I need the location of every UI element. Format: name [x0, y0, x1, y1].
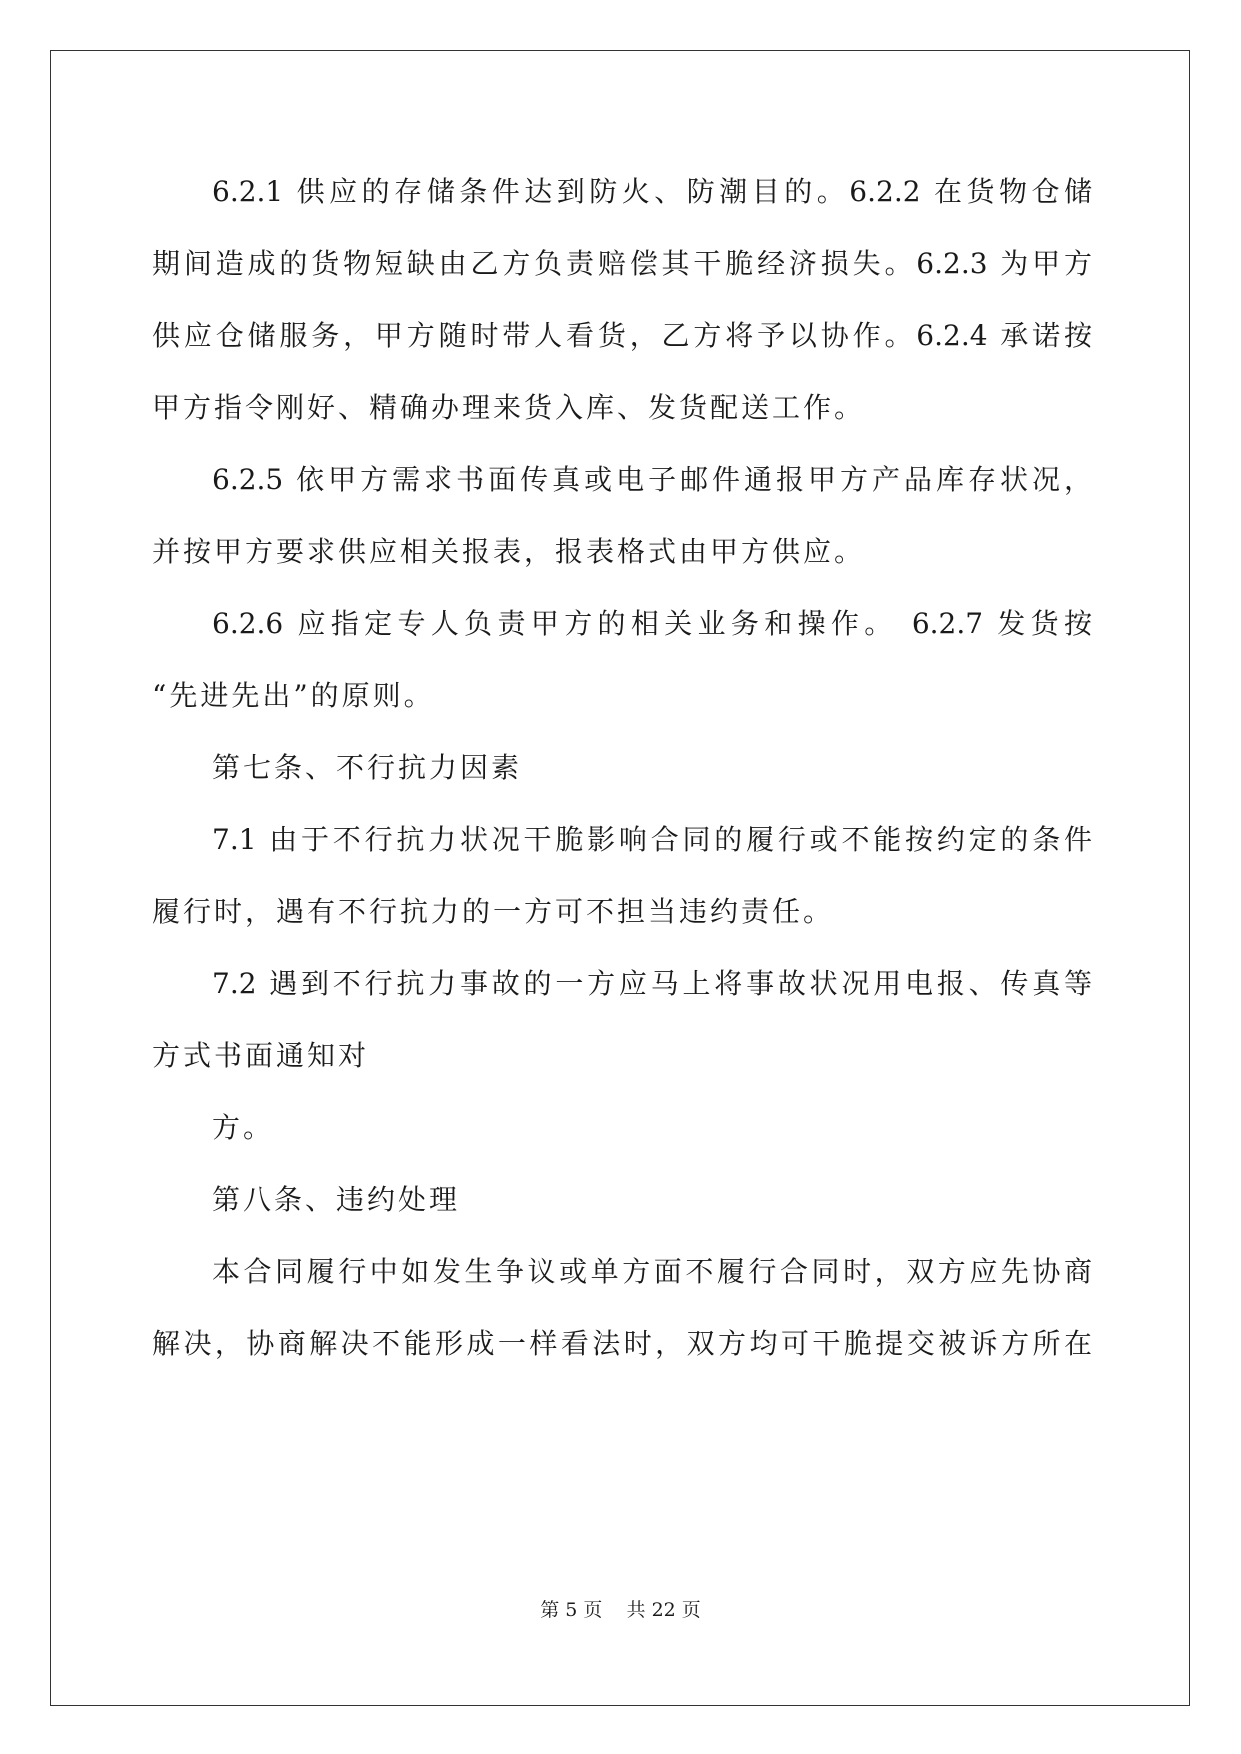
paragraph-line: 解决，协商解决不能形成一样看法时，双方均可干脆提交被诉方所在: [152, 1327, 1092, 1360]
page-border: [50, 50, 1190, 1706]
section-heading: 第七条、不行抗力因素: [212, 751, 523, 784]
page-number-footer: 第 5 页 共 22 页: [540, 1599, 701, 1621]
paragraph-line: 6.2.1 供应的存储条件达到防火、防潮目的。6.2.2 在货物仓储: [212, 175, 1092, 208]
paragraph-line: 方式书面通知对: [152, 1039, 370, 1072]
paragraph-line: 7.1 由于不行抗力状况干脆影响合同的履行或不能按约定的条件: [212, 823, 1092, 856]
paragraph-line: 履行时，遇有不行抗力的一方可不担当违约责任。: [152, 895, 835, 928]
paragraph-line: 甲方指令刚好、精确办理来货入库、发货配送工作。: [152, 391, 866, 424]
paragraph-line: 6.2.6 应指定专人负责甲方的相关业务和操作。 6.2.7 发货按: [212, 607, 1092, 640]
section-heading: 第八条、违约处理: [212, 1183, 461, 1216]
paragraph-line: 并按甲方要求供应相关报表，报表格式由甲方供应。: [152, 535, 866, 568]
paragraph-line: 本合同履行中如发生争议或单方面不履行合同时，双方应先协商: [212, 1255, 1092, 1288]
paragraph-line: 方。: [212, 1111, 275, 1144]
paragraph-line: 供应仓储服务，甲方随时带人看货，乙方将予以协作。6.2.4 承诺按: [152, 319, 1092, 352]
paragraph-line: 6.2.5 依甲方需求书面传真或电子邮件通报甲方产品库存状况，: [212, 463, 1092, 496]
paragraph-line: 期间造成的货物短缺由乙方负责赔偿其干脆经济损失。6.2.3 为甲方: [152, 247, 1092, 280]
paragraph-line: “先进先出”的原则。: [152, 679, 435, 712]
paragraph-line: 7.2 遇到不行抗力事故的一方应马上将事故状况用电报、传真等: [212, 967, 1092, 1000]
